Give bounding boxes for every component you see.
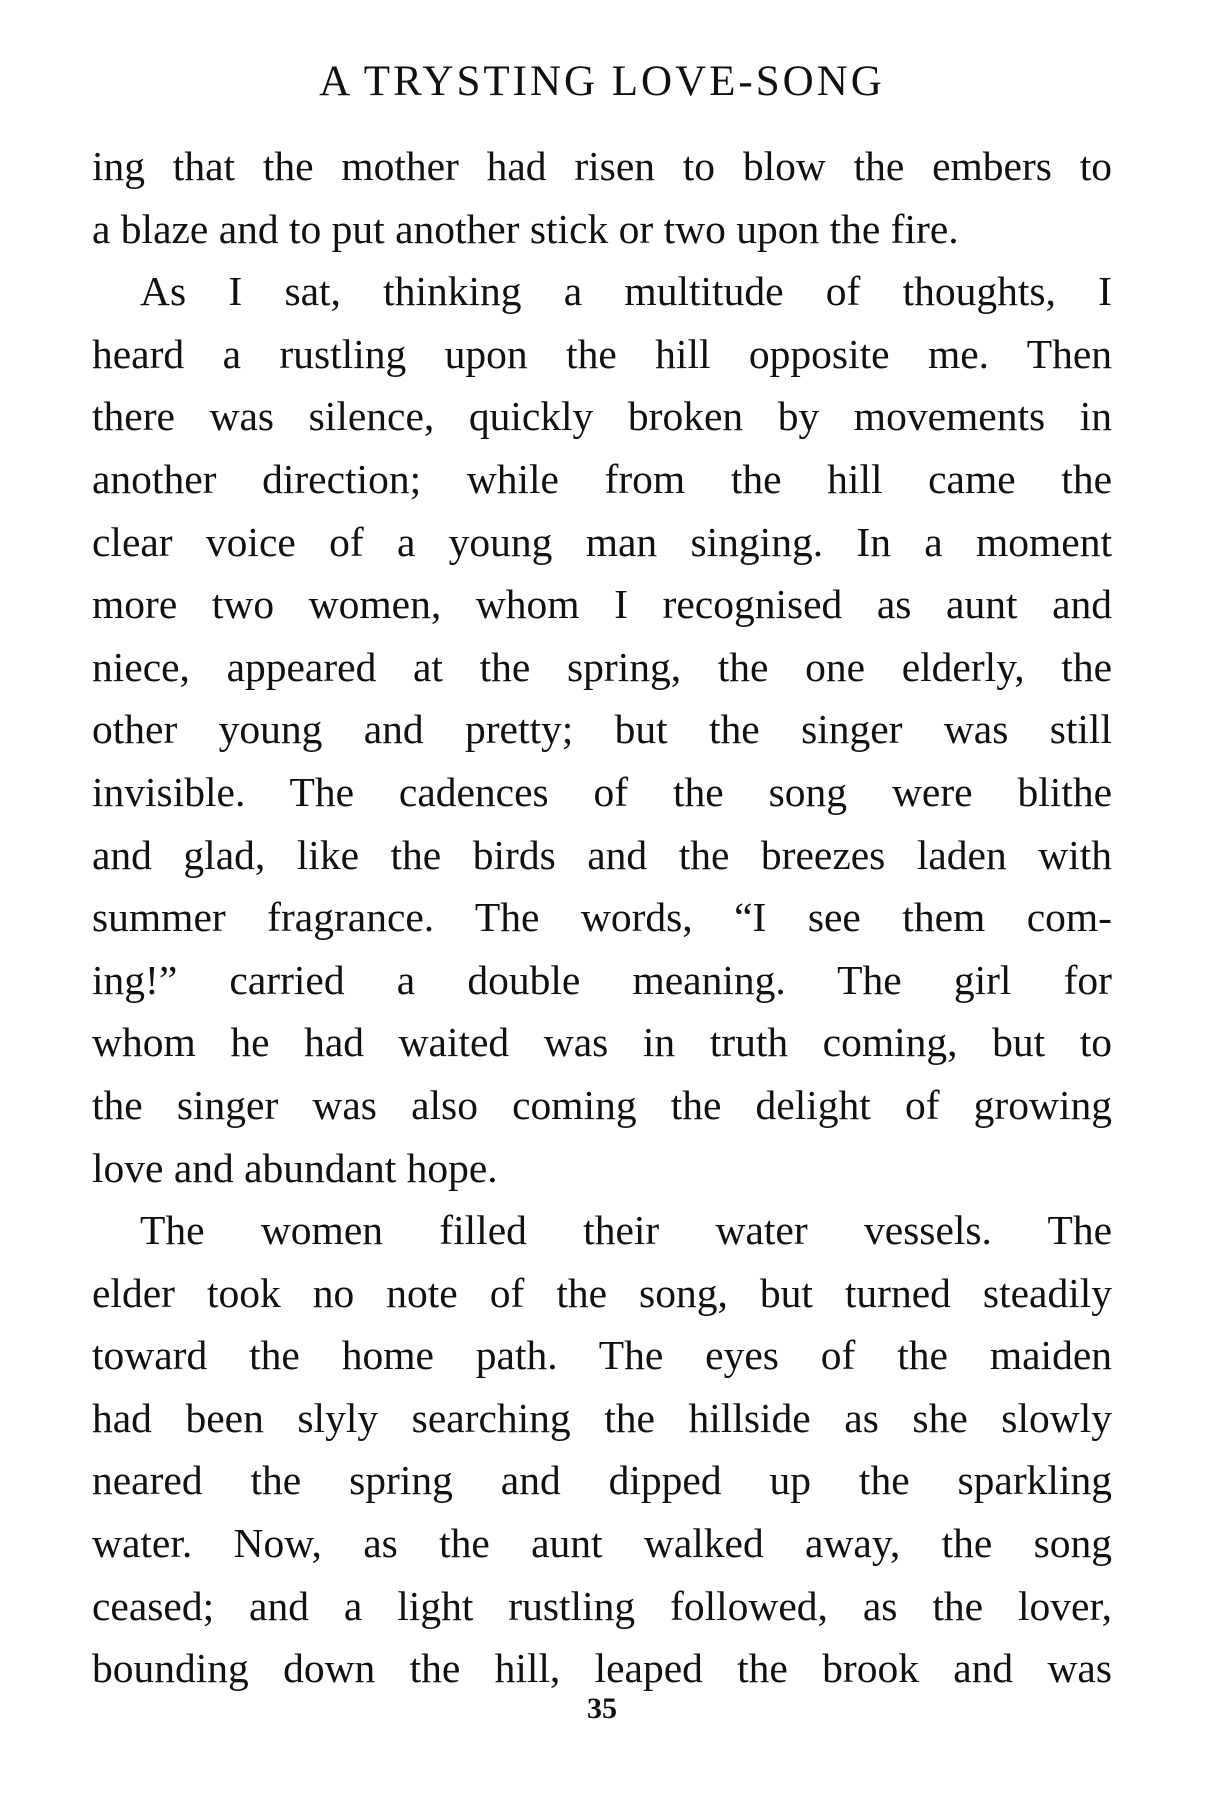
text-line: ing that the mother had risen to blow the embers to <box>92 143 1112 189</box>
page-number: 35 <box>587 1692 617 1725</box>
text-line: and glad, like the birds and the breezes laden with <box>92 831 1112 878</box>
text-line: invisible. The cadences of the song were blithe <box>92 768 1112 815</box>
text-line: ing!” carried a double meaning. The girl for <box>92 956 1112 1003</box>
text-line: water. Now, as the aunt walked away, the song <box>92 1520 1112 1567</box>
text-line: elder took no note of the song, but turned steadily <box>92 1269 1112 1316</box>
body-text <box>92 135 1112 1700</box>
text-line: more two women, whom I recognised as aunt and <box>92 581 1112 628</box>
text-line: other young and pretty; but the singer was still <box>92 706 1112 753</box>
text-line: neared the spring and dipped up the sparkling <box>92 1457 1112 1504</box>
text-line: the singer was also coming the delight of growing <box>92 1081 1112 1128</box>
running-head: A TRYSTING LOVE-SONG <box>319 58 885 105</box>
text-line: toward the home path. The eyes of the maiden <box>92 1332 1112 1379</box>
text-line: As I sat, thinking a multitude of thoughts, I <box>140 268 1112 315</box>
text-line: bounding down the hill, leaped the brook and was <box>92 1645 1112 1692</box>
text-line: summer fragrance. The words, “I see them com- <box>92 894 1112 941</box>
text-line: clear voice of a young man singing. In a moment <box>92 518 1112 565</box>
text-line: there was silence, quickly broken by movements in <box>92 393 1112 440</box>
text-line: The women filled their water vessels. The <box>140 1207 1112 1254</box>
text-line: whom he had waited was in truth coming, but to <box>92 1019 1112 1066</box>
text-line: ceased; and a light rustling followed, as the lover, <box>92 1582 1112 1629</box>
text-line: another direction; while from the hill came the <box>92 455 1112 502</box>
text-line: a blaze and to put another stick or two upon the fire. <box>92 205 959 252</box>
text-line: had been slyly searching the hillside as she slowly <box>92 1394 1112 1441</box>
text-line: heard a rustling upon the hill opposite me. Then <box>92 330 1112 377</box>
text-line: niece, appeared at the spring, the one elderly, the <box>92 643 1112 690</box>
text-line: love and abundant hope. <box>92 1144 498 1191</box>
